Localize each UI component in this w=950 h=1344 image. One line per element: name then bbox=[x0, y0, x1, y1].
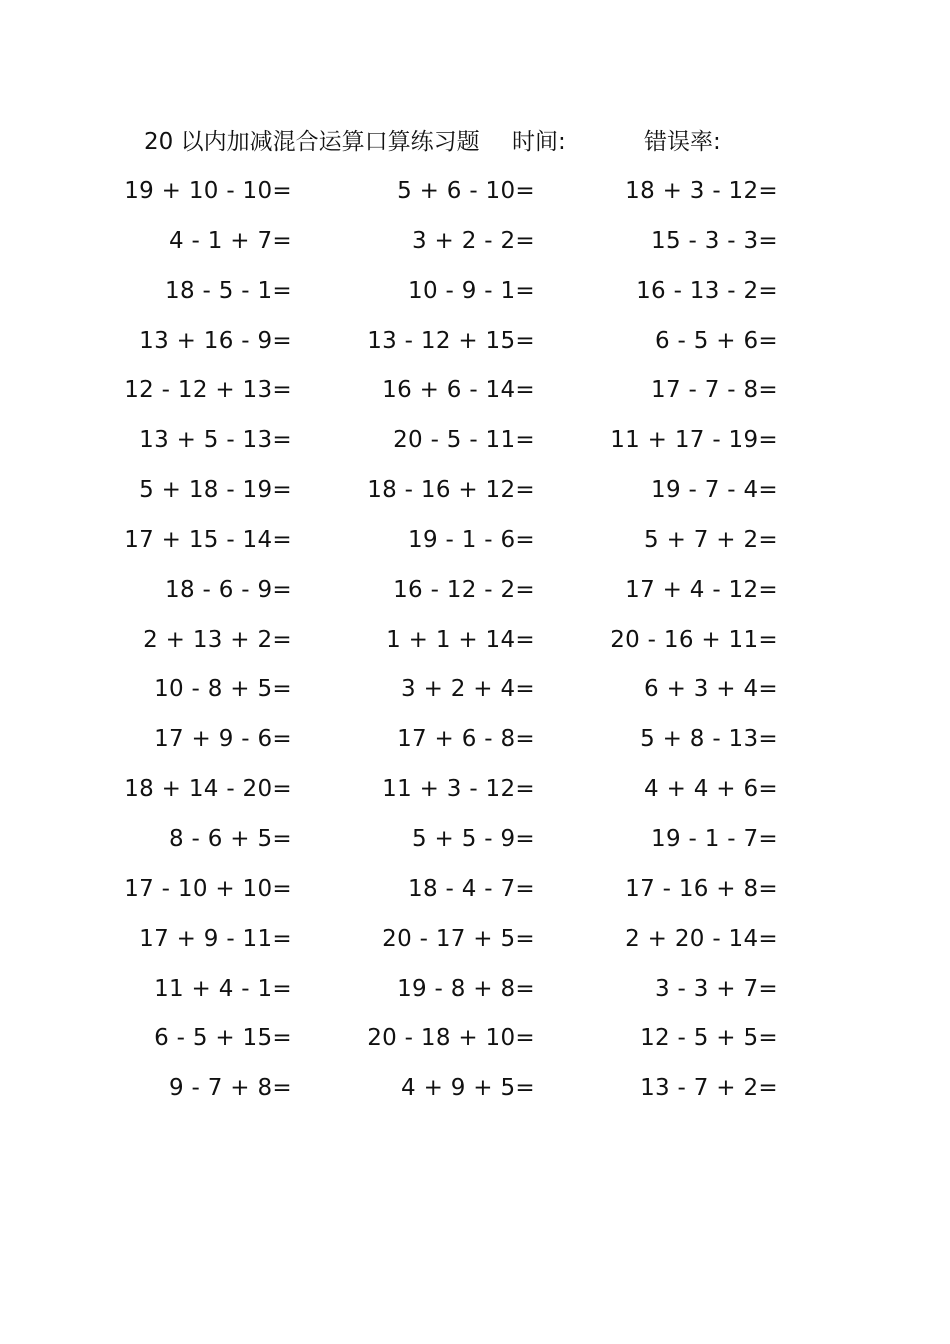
math-problem: 17 + 9 - 6= bbox=[154, 726, 292, 753]
math-problem: 5 + 7 + 2= bbox=[644, 526, 778, 553]
problem-row bbox=[0, 572, 950, 622]
math-problem: 18 - 6 - 9= bbox=[165, 576, 292, 603]
math-problem: 4 + 9 + 5= bbox=[401, 1075, 535, 1102]
math-problem: 13 - 12 + 15= bbox=[367, 327, 535, 354]
problem-row bbox=[0, 671, 950, 721]
math-problem: 20 - 18 + 10= bbox=[367, 1025, 535, 1052]
error-rate-label: 错误率: bbox=[644, 129, 721, 155]
math-problem: 6 - 5 + 6= bbox=[655, 327, 778, 354]
math-problem: 18 + 3 - 12= bbox=[625, 178, 778, 204]
problem-row bbox=[0, 1020, 950, 1070]
math-problem: 12 - 12 + 13= bbox=[124, 377, 292, 404]
math-problem: 19 - 1 - 7= bbox=[651, 825, 778, 852]
math-problem: 4 - 1 + 7= bbox=[169, 227, 292, 254]
math-problem: 18 - 16 + 12= bbox=[367, 477, 535, 504]
worksheet-title: 20 以内加减混合运算口算练习题 bbox=[144, 129, 480, 155]
math-problem: 20 - 5 - 11= bbox=[393, 427, 535, 454]
math-problem: 16 - 12 - 2= bbox=[393, 576, 535, 603]
problem-row bbox=[0, 971, 950, 1021]
math-problem: 9 - 7 + 8= bbox=[169, 1075, 292, 1102]
math-problem: 3 - 3 + 7= bbox=[655, 975, 778, 1002]
math-problem: 2 + 20 - 14= bbox=[625, 925, 778, 952]
math-problem: 13 - 7 + 2= bbox=[640, 1075, 778, 1102]
math-problem: 13 + 16 - 9= bbox=[139, 327, 292, 354]
math-problem: 6 + 3 + 4= bbox=[644, 676, 778, 703]
math-problem: 20 - 17 + 5= bbox=[382, 925, 535, 952]
math-problem: 18 - 4 - 7= bbox=[408, 875, 535, 902]
problem-row bbox=[0, 223, 950, 273]
math-problem: 5 + 6 - 10= bbox=[397, 178, 535, 204]
problem-row bbox=[0, 472, 950, 522]
math-problem: 5 + 5 - 9= bbox=[412, 825, 535, 852]
problem-row bbox=[0, 323, 950, 373]
math-problem: 17 + 15 - 14= bbox=[124, 526, 292, 553]
math-problem: 20 - 16 + 11= bbox=[610, 626, 778, 653]
worksheet-header bbox=[144, 124, 844, 160]
math-problem: 19 + 10 - 10= bbox=[124, 178, 292, 204]
problem-row bbox=[0, 721, 950, 771]
math-problem: 10 - 8 + 5= bbox=[154, 676, 292, 703]
math-problem: 17 - 16 + 8= bbox=[625, 875, 778, 902]
math-problem: 4 + 4 + 6= bbox=[644, 776, 778, 803]
math-problem: 17 + 9 - 11= bbox=[139, 925, 292, 952]
math-problem: 16 - 13 - 2= bbox=[636, 277, 778, 304]
math-problem: 5 + 18 - 19= bbox=[139, 477, 292, 504]
math-problem: 15 - 3 - 3= bbox=[651, 227, 778, 254]
math-problem: 3 + 2 - 2= bbox=[412, 227, 535, 254]
problem-row bbox=[0, 821, 950, 871]
math-problem: 13 + 5 - 13= bbox=[139, 427, 292, 454]
problem-row bbox=[0, 422, 950, 472]
math-problem: 18 + 14 - 20= bbox=[124, 776, 292, 803]
problem-row bbox=[0, 771, 950, 821]
problem-row bbox=[0, 273, 950, 323]
problem-row bbox=[0, 173, 950, 223]
problem-row bbox=[0, 622, 950, 672]
math-problem: 19 - 1 - 6= bbox=[408, 526, 535, 553]
math-problem: 11 + 3 - 12= bbox=[382, 776, 535, 803]
math-problem: 17 + 4 - 12= bbox=[625, 576, 778, 603]
math-problem: 6 - 5 + 15= bbox=[154, 1025, 292, 1052]
math-problem: 18 - 5 - 1= bbox=[165, 277, 292, 304]
math-problem: 12 - 5 + 5= bbox=[640, 1025, 778, 1052]
problem-row bbox=[0, 522, 950, 572]
math-problem: 11 + 4 - 1= bbox=[154, 975, 292, 1002]
math-problem: 17 + 6 - 8= bbox=[397, 726, 535, 753]
math-problem: 3 + 2 + 4= bbox=[401, 676, 535, 703]
problem-row bbox=[0, 1070, 950, 1120]
problem-row bbox=[0, 871, 950, 921]
math-problem: 2 + 13 + 2= bbox=[143, 626, 292, 653]
time-label: 时间: bbox=[512, 129, 566, 155]
math-problem: 16 + 6 - 14= bbox=[382, 377, 535, 404]
problem-grid bbox=[0, 173, 950, 1120]
problem-row bbox=[0, 921, 950, 971]
problem-row bbox=[0, 372, 950, 422]
math-problem: 1 + 1 + 14= bbox=[386, 626, 535, 653]
math-problem: 10 - 9 - 1= bbox=[408, 277, 535, 304]
math-problem: 8 - 6 + 5= bbox=[169, 825, 292, 852]
math-problem: 17 - 10 + 10= bbox=[124, 875, 292, 902]
math-problem: 5 + 8 - 13= bbox=[640, 726, 778, 753]
math-problem: 19 - 7 - 4= bbox=[651, 477, 778, 504]
math-problem: 17 - 7 - 8= bbox=[651, 377, 778, 404]
math-problem: 19 - 8 + 8= bbox=[397, 975, 535, 1002]
math-problem: 11 + 17 - 19= bbox=[610, 427, 778, 454]
